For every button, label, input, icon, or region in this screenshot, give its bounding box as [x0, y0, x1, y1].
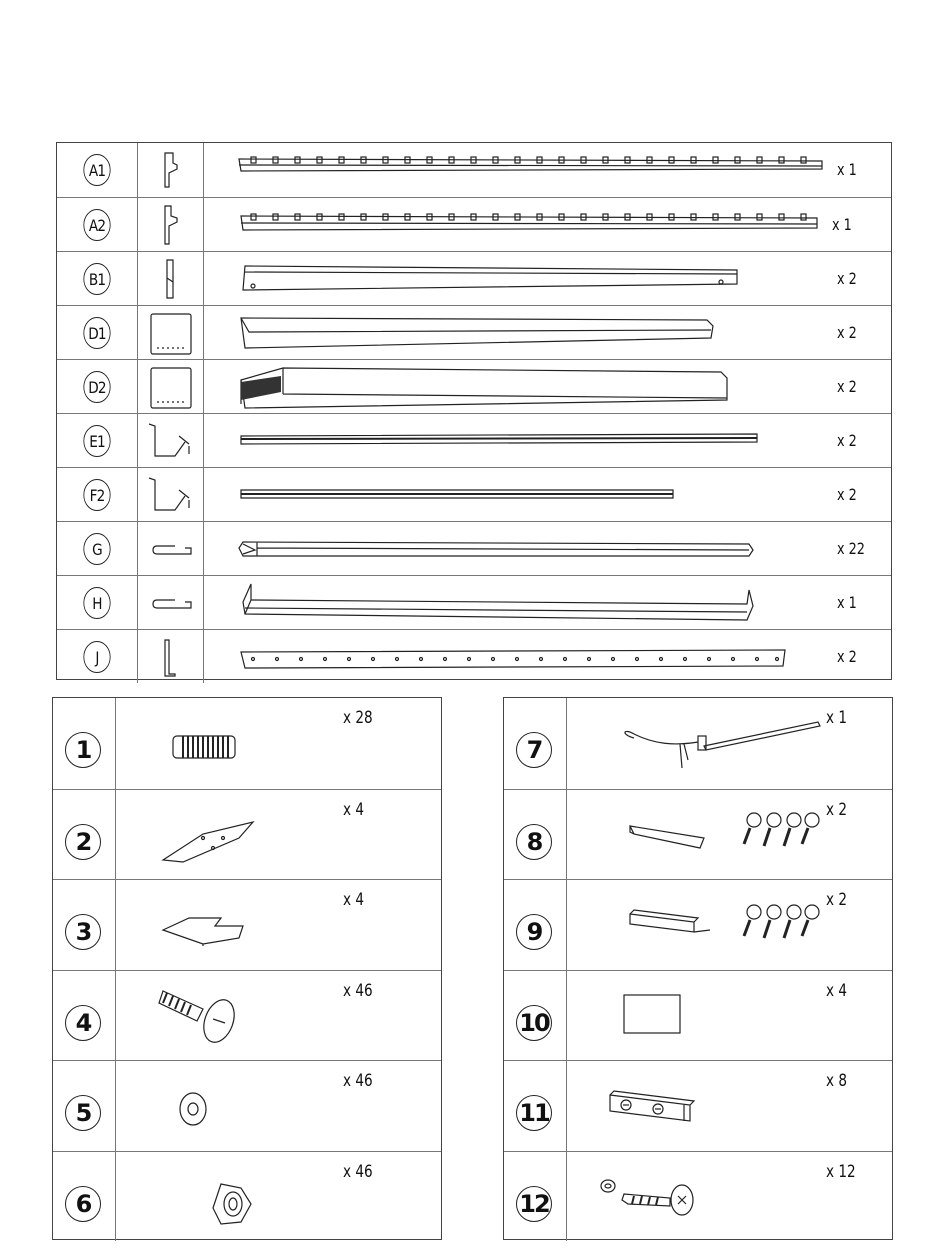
connector-block-icon [594, 1069, 804, 1147]
hardware-row [53, 1151, 441, 1242]
part-code: E1 [83, 425, 110, 457]
hardware-quantity: x 4 [826, 980, 848, 1001]
part-code: J [83, 641, 110, 673]
notch-profile-icon [145, 147, 197, 193]
part-quantity: x 22 [837, 539, 865, 558]
hardware-quantity: x 46 [343, 1071, 373, 1091]
hardware-quantity: x 12 [826, 1161, 856, 1182]
hardware-row [504, 698, 892, 789]
slotted-rail-drawing [237, 147, 827, 193]
hardware-number: 2 [65, 824, 101, 860]
parts-row [57, 359, 891, 413]
hardware-quantity: x 28 [343, 708, 373, 728]
part-quantity: x 1 [837, 160, 857, 179]
parts-row [57, 575, 891, 629]
hardware-number: 1 [65, 732, 101, 768]
c-profile-icon [145, 526, 197, 572]
channel-bracket-with-screws-icon [594, 888, 804, 966]
hardware-quantity: x 1 [826, 708, 848, 728]
flat-bar-drawing [237, 256, 827, 302]
purlin-drawing [237, 526, 827, 572]
part-quantity: x 1 [837, 593, 857, 612]
self-drilling-screw-icon [594, 1160, 804, 1238]
hex-nut-icon [143, 1160, 353, 1238]
hardware-number: 11 [516, 1095, 552, 1131]
threaded-sleeve-icon [143, 706, 353, 784]
hardware-number: 10 [516, 1005, 552, 1041]
parts-row [57, 251, 891, 305]
parts-row [57, 413, 891, 467]
parts-row [57, 467, 891, 521]
l-profile-icon [145, 634, 197, 680]
hardware-row [53, 970, 441, 1061]
angle-bar-drawing [237, 310, 827, 356]
hardware-number: 3 [65, 914, 101, 950]
part-code: B1 [83, 263, 110, 295]
hardware-number: 6 [65, 1186, 101, 1222]
c-profile-icon [145, 580, 197, 626]
part-code: H [83, 587, 110, 619]
part-quantity: x 2 [837, 269, 857, 288]
hardware-number: 9 [516, 914, 552, 950]
hardware-number: 7 [516, 732, 552, 768]
hardware-table-right [503, 697, 893, 1240]
parts-row [57, 305, 891, 359]
gutter-profile-icon [145, 472, 197, 518]
part-quantity: x 2 [837, 647, 857, 666]
part-code: F2 [83, 479, 110, 511]
part-quantity: x 2 [837, 323, 857, 342]
rectangular-pad-icon [594, 979, 804, 1057]
parts-table [56, 142, 892, 680]
twisted-purlin-drawing [237, 580, 827, 626]
parts-row [57, 521, 891, 575]
square-plate-profile-icon [145, 310, 197, 356]
notched-plate-icon [143, 888, 353, 966]
hardware-quantity: x 8 [826, 1071, 848, 1091]
light-bar-with-cable-icon [594, 706, 804, 784]
hardware-row [53, 879, 441, 970]
square-plate-profile-icon [145, 364, 197, 410]
gutter-profile-icon [145, 418, 197, 464]
bracket-with-screws-icon [594, 798, 804, 876]
slotted-rail-drawing [237, 202, 827, 248]
hardware-number: 4 [65, 1005, 101, 1041]
part-code: D1 [83, 317, 110, 349]
part-code: A2 [83, 209, 110, 241]
hardware-table-left [52, 697, 442, 1240]
part-quantity: x 2 [837, 377, 857, 396]
flat-profile-icon [145, 256, 197, 302]
box-beam-drawing [237, 364, 827, 410]
hardware-row [504, 879, 892, 970]
hardware-quantity: x 4 [343, 799, 365, 820]
diamond-plate-icon [143, 798, 353, 876]
hardware-row [53, 698, 441, 789]
bolt-icon [143, 979, 353, 1057]
hardware-quantity: x 2 [826, 799, 848, 820]
hardware-quantity: x 4 [343, 890, 365, 910]
hardware-quantity: x 46 [343, 1161, 373, 1182]
hardware-row [504, 789, 892, 880]
long-channel-drawing [237, 418, 827, 464]
hardware-row [504, 1060, 892, 1151]
parts-row [57, 197, 891, 251]
parts-row [57, 629, 891, 683]
short-channel-drawing [237, 472, 827, 518]
hardware-row [53, 1060, 441, 1151]
part-quantity: x 2 [837, 485, 857, 504]
hardware-row [53, 789, 441, 880]
hardware-quantity: x 46 [343, 980, 373, 1001]
part-quantity: x 2 [837, 431, 857, 450]
part-code: A1 [83, 154, 110, 186]
perforated-strip-drawing [237, 634, 827, 680]
part-code: G [83, 533, 110, 565]
hardware-number: 5 [65, 1095, 101, 1131]
hardware-number: 12 [516, 1186, 552, 1222]
hardware-quantity: x 2 [826, 890, 848, 910]
hardware-row [504, 1151, 892, 1242]
parts-row [57, 143, 891, 197]
part-quantity: x 1 [832, 215, 852, 234]
part-code: D2 [83, 371, 110, 403]
washer-icon [143, 1069, 353, 1147]
notch-profile-icon [145, 202, 197, 248]
hardware-row [504, 970, 892, 1061]
hardware-number: 8 [516, 824, 552, 860]
